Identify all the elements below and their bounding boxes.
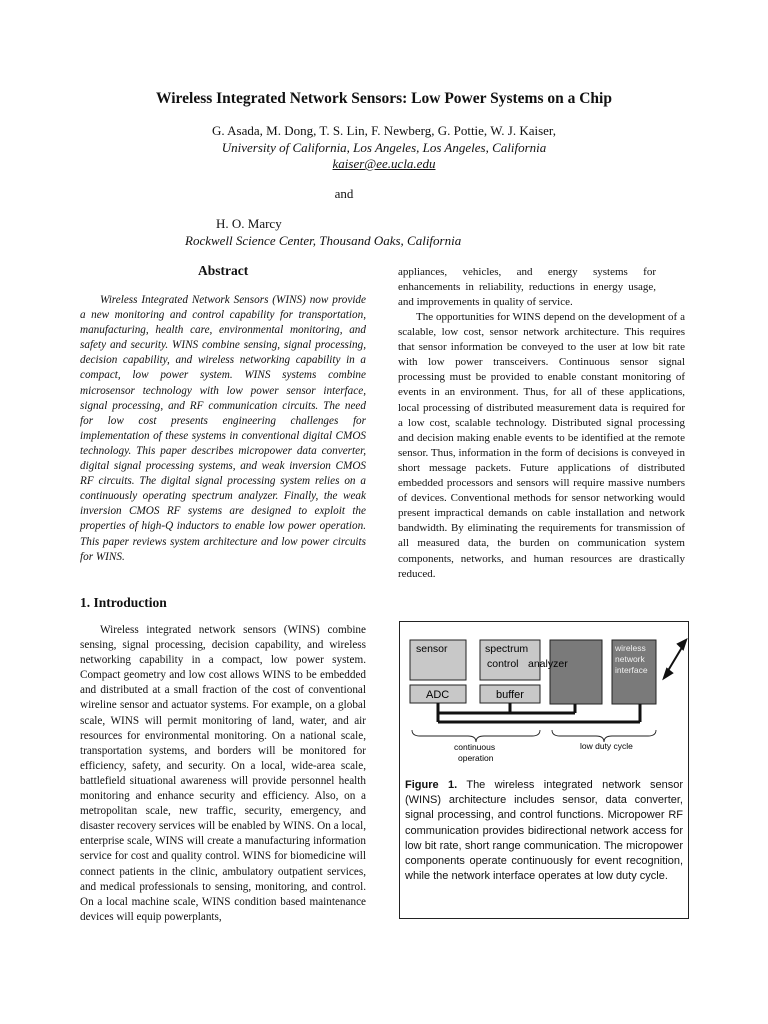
abstract-body: Wireless Integrated Network Sensors (WINS) now provide a new monitoring and control capability for transportation, manufacturing, health care, environmental monitoring, and safety and security. WINS combine sensing, signal processing, decision capability, and wireless networking capability in a compact, low power system. WINS systems combine microsensor technology with low power sensor interface, signal processing, and RF communication circuits. The need for low cost presents engineering challenges for implementation of these systems in conventional digital CMOS technology. This paper describes micropower data converter, digital signal processing systems, and weak inversion CMOS RF circuits. The digital signal processing system relies on a continuously operating spectrum analyzer. Finally, the weak inversion CMOS RF systems are designed to exploit the properties of high-Q inductors to enable low power operation. This paper reviews system architecture and low power circuits for WINS. (80, 294, 366, 563)
sensor-label: sensor (416, 643, 448, 655)
figure-caption (405, 778, 683, 884)
architecture-diagram (400, 622, 688, 772)
continuous-label: continuous (454, 742, 496, 752)
control-label: control (487, 658, 519, 670)
bus-lines (438, 703, 640, 722)
antenna-arrow-icon (664, 640, 686, 678)
brace-continuous (412, 730, 540, 742)
authors-primary: G. Asada, M. Dong, T. S. Lin, F. Newberg, G. Pottie, W. J. Kaiser, (211, 123, 556, 138)
wireless-label: wireless (615, 643, 646, 653)
buffer-label: buffer (496, 689, 524, 701)
introduction-body: Wireless integrated network sensors (WINS) combine sensing, signal processing, decision capability, and wireless networking capability in a compact, low power system. Compact geometry and low cost allows WINS to be embedded and distributed at a small fraction of the cost of conventional wireline sensor and actuator systems. For example, on a global scale, WINS will permit monitoring of land, water, and air resources for environmental monitoring. On a national scale, transportation systems, and borders will be monitored for efficiency, safety, and security. On a local, wide-area scale, battlefield situational awareness will provide personnel health monitoring and enhance security and efficiency. Also, on a metropolitan scale, new traffic, security, emergency, and disaster recovery services will be enabled by WINS. On a local, enterprise scale, WINS will create a manufacturing information service for cost and quality control. WINS for biomedicine will connect patients in the clinic, ambulatory outpatient services, and medical professionals to sensing, monitoring, and control. On a local machine scale, WINS condition based maintenance devices will equip powerplants, (80, 624, 366, 923)
figure-caption-text: The wireless integrated network sensor (WINS) architecture includes sensor, data converter, signal processing, and control functions. Micropower RF communication provides bidirectional network access for low bit rate, short range communication. The micropower components operate continuously for event recognition, while the network interface operates at low duty cycle. (405, 779, 683, 883)
analyzer-label: analyzer (528, 658, 568, 670)
network-label: network (615, 654, 645, 664)
spectrum-label: spectrum (485, 643, 529, 655)
control-block (550, 640, 602, 704)
figure-caption-label: Figure 1. (405, 779, 458, 791)
abstract-heading: Abstract (198, 263, 249, 278)
low-duty-cycle-label: low duty cycle (580, 741, 633, 751)
figure-1 (399, 621, 689, 919)
affiliation-secondary: Rockwell Science Center, Thousand Oaks, California (185, 233, 462, 248)
paper-title: Wireless Integrated Network Sensors: Low Power Systems on a Chip (156, 90, 612, 107)
affiliation-primary: University of California, Los Angeles, Los Angeles, California (221, 140, 547, 155)
section-heading-introduction: 1. Introduction (80, 595, 167, 610)
and-separator: and (334, 186, 354, 201)
operation-label: operation (458, 753, 494, 763)
adc-label: ADC (426, 689, 450, 701)
authors-secondary: H. O. Marcy (216, 216, 282, 231)
right-column-paragraph-2: The opportunities for WINS depend on the development of a scalable, low cost, sensor network architecture. This requires that sensor information be conveyed to the user at low bit rate with low power transceivers. Continuous sensor signal processing must be provided to enable constant monitoring of events in an environment. Thus, for all of these applications, local processing of distributed measurement data is required for a low cost, scalable technology. Distributed signal processing and decision making enable events to be identified at the remote sensor. Thus, information in the form of decisions is conveyed in short message packets. Future applications of distributed embedded processors and sensors will require massive numbers of devices. Conventional methods for sensor networking would present impractical demands on cable installation and network bandwidth. By eliminating the requirements for transmission of all measured data, the burden on communication system components, networks, and human resources are drastically reduced. (398, 311, 685, 580)
author-email[interactable]: kaiser@ee.ucla.edu (332, 156, 436, 171)
interface-label: interface (615, 665, 648, 675)
right-column-paragraph-1: appliances, vehicles, and energy systems for enhancements in reliability, reductions in energy usage, and improvements in quality of service. (398, 266, 656, 308)
